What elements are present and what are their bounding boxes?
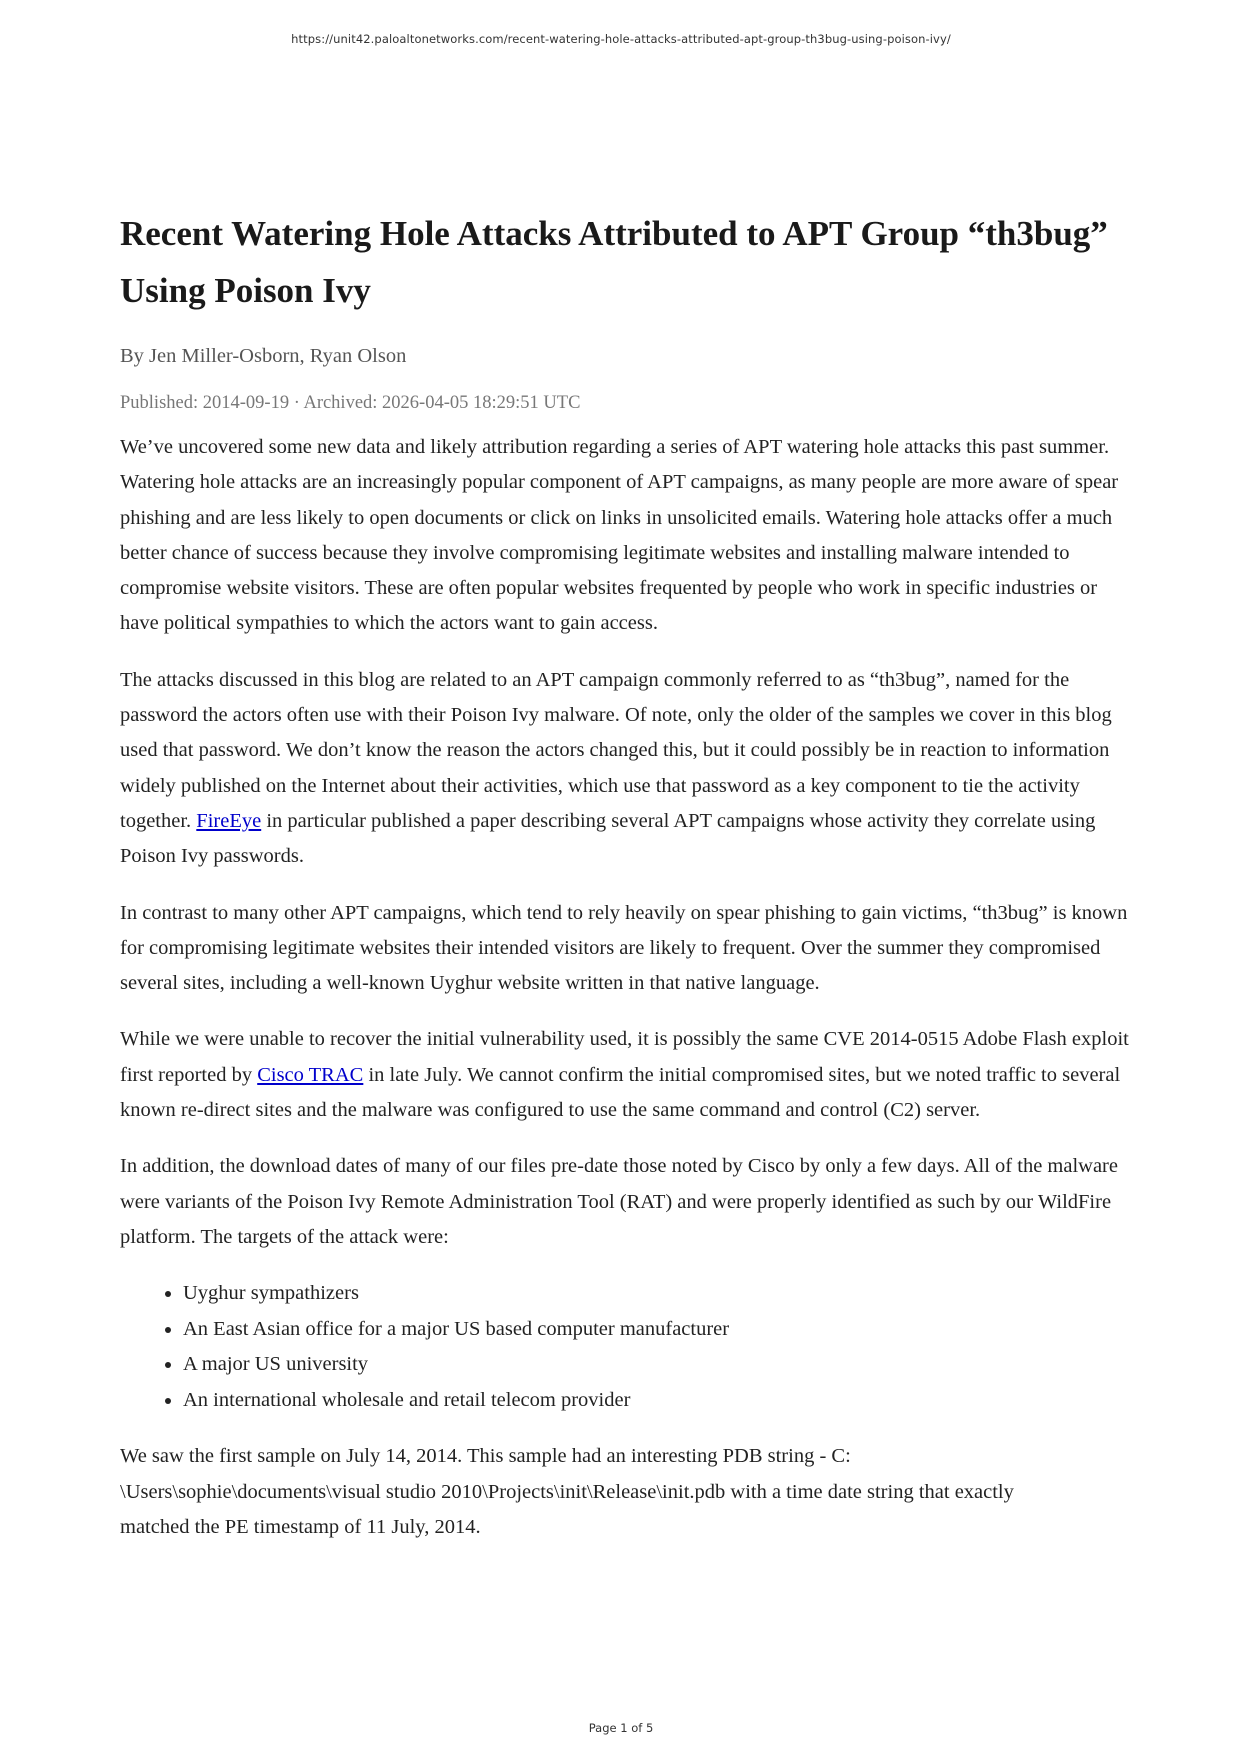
paragraph-6-line1: We saw the first sample on July 14, 2014. This sample had an interesting PDB string - C: [120,1445,851,1468]
targets-list [120,1276,1130,1418]
paragraph-1: We’ve uncovered some new data and likely attribution regarding a series of APT watering hole attacks this past summer. Watering hole attacks are an increasingly popular component of APT campaigns, as many people are more aware of spear phishing and are less likely to open documents or click on links in unsolicited emails. Watering hole attacks offer a much better chance of success because they involve compromising legitimate websites and installing malware intended to compromise website visitors. These are often popular websites frequented by people who work in specific industries or have political sympathies to which the actors want to gain access. [120,436,1119,635]
paragraph-4-text-before: While we were unable to recover the initial vulnerability used, it is possibly the same CVE 2014-0515 Adobe Flash exploit first reported by [120,1028,1129,1086]
page-url: https://unit42.paloaltonetworks.com/recent-watering-hole-attacks-attributed-apt-group-th3bug-using-poison-ivy/ [291,32,951,46]
paragraph-4 [120,1022,1130,1128]
fireeye-link[interactable]: FireEye [196,809,262,832]
paragraph-3: In contrast to many other APT campaigns, which tend to rely heavily on spear phishing to gain victims, “th3bug” is known for compromising legitimate websites their intended visitors are likely to frequent. Over the summer they compromised several sites, including a well-known Uyghur website written in that native language. [120,901,1128,995]
paragraph-5: In addition, the download dates of many of our files pre-date those noted by Cisco by only a few days. All of the malware were variants of the Poison Ivy Remote Administration Tool (RAT) and were properly identified as such by our WildFire platform. The targets of the attack were: [120,1155,1118,1248]
article-title-line1: Recent Watering Hole Attacks Attributed to APT Group “th3bug” [120,214,1108,253]
article [120,205,1130,1545]
article-title [120,205,1130,319]
paragraph-2 [120,663,1130,875]
list-item: • Uyghur sympathizers [183,1276,1130,1312]
article-meta: Published: 2014-09-19 · Archived: 2026-04-05 18:29:51 UTC [120,393,581,413]
paragraph-6-line2: \Users\sophie\documents\visual studio 2010\Projects\init\Release\init.pdb with a time date string that exactly [120,1480,1014,1503]
paragraph-4-text-after: in late July. We cannot confirm the initial compromised sites, but we noted traffic to several known re-direct sites and the malware was configured to use the same command and control (C2) server. [120,1063,1121,1122]
list-item: • An international wholesale and retail telecom provider [183,1383,1130,1419]
article-byline: By Jen Miller-Osborn, Ryan Olson [120,345,407,367]
article-title-line2: Using Poison Ivy [120,271,371,310]
list-item: • An East Asian office for a major US based computer manufacturer [183,1312,1130,1348]
cisco-trac-link[interactable]: Cisco TRAC [257,1063,364,1086]
paragraph-6-line3: matched the PE timestamp of 11 July, 2014. [120,1515,481,1538]
page-number: Page 1 of 5 [588,1721,654,1735]
paragraph-6 [120,1439,1130,1545]
paragraph-2-text-after: in particular published a paper describing several APT campaigns whose activity they correlate using Poison Ivy passwords. [120,809,1096,868]
list-item: • A major US university [183,1347,1130,1383]
paragraph-2-text-before: The attacks discussed in this blog are related to an APT campaign commonly referred to as “th3bug”, named for the password the actors often use with their Poison Ivy malware. Of note, only the older of the samples we cover in this blog used that password. We don’t know the reason the actors changed this, but it could possibly be in reaction to information widely published on the Internet about their activities, which use that password as a key component to tie the activity together. [120,668,1112,832]
